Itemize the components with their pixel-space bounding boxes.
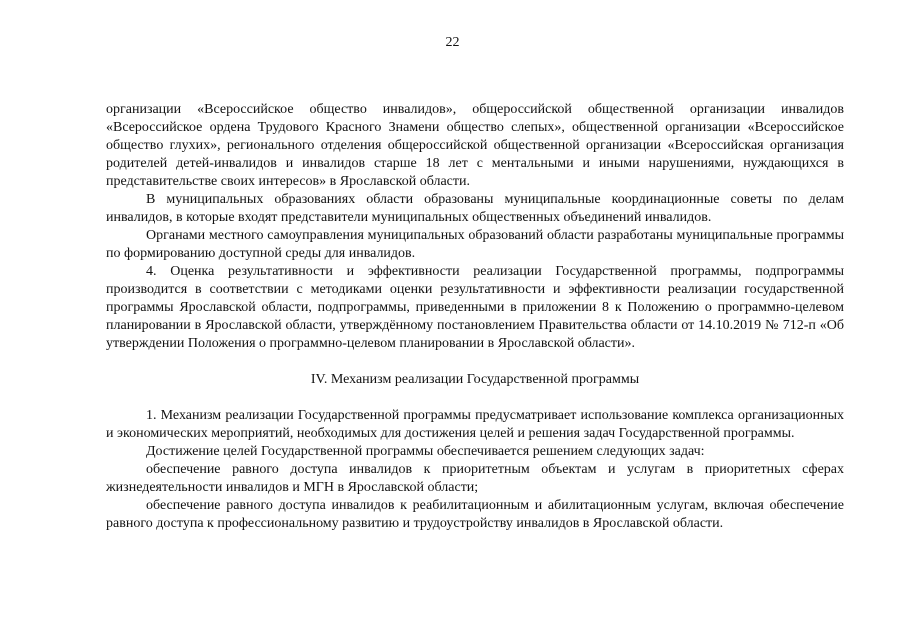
paragraph-continuation: организации «Всероссийское общество инвалидов», общероссийской общественной организации инвалидов «Всероссийское ордена Трудового Красного Знамени общество слепых», общественной организации «Всероссийское общество глухих», регионального отделения общероссийской общественной организации «Всероссийская организация родителей детей-инвалидов и инвалидов старше 18 лет с ментальными и иными нарушениями, нуждающихся в представительстве своих интересов» в Ярославской области. [106,102,844,189]
section-heading: IV. Механизм реализации Государственной программы [310,372,640,387]
paragraph-task-1: обеспечение равного доступа инвалидов к приоритетным объектам и услугам в приоритетных сферах жизнедеятельности инвалидов и МГН в Ярославской области; [106,462,844,495]
paragraph-municipal-councils: В муниципальных образованиях области образованы муниципальные координационные советы по делам инвалидов, в которые входят представители муниципальных общественных объединений инвалидов. [106,192,844,225]
paragraph-goals: Достижение целей Государственной программы обеспечивается решением следующих задач: [146,444,705,459]
paragraph-task-2: обеспечение равного доступа инвалидов к реабилитационным и абилитационным услугам, включая обеспечение равного доступа к профессиональному развитию и трудоустройству инвалидов в Ярославской области. [106,498,844,531]
paragraph-mechanism: 1. Механизм реализации Государственной программы предусматривает использование комплекса организационных и экономических мероприятий, необходимых для достижения целей и решения задач Государственной программы. [106,408,844,441]
paragraph-evaluation: 4. Оценка результативности и эффективности реализации Государственной программы, подпрограммы производится в соответствии с методиками оценки результативности и эффективности реализации государственной программы Ярославской области, подпрограммы, приведенными в приложении 8 к Положению о программно-целевом планировании в Ярославской области, утверждённому постановлением Правительства области от 14.10.2019 № 712-п «Об утверждении Положения о программно-целевом планировании в Ярославской области». [106,264,844,351]
document-body [106,101,844,533]
page-number: 22 [445,35,460,50]
paragraph-local-programs: Органами местного самоуправления муниципальных образований области разработаны муниципальные программы по формированию доступной среды для инвалидов. [106,228,844,261]
